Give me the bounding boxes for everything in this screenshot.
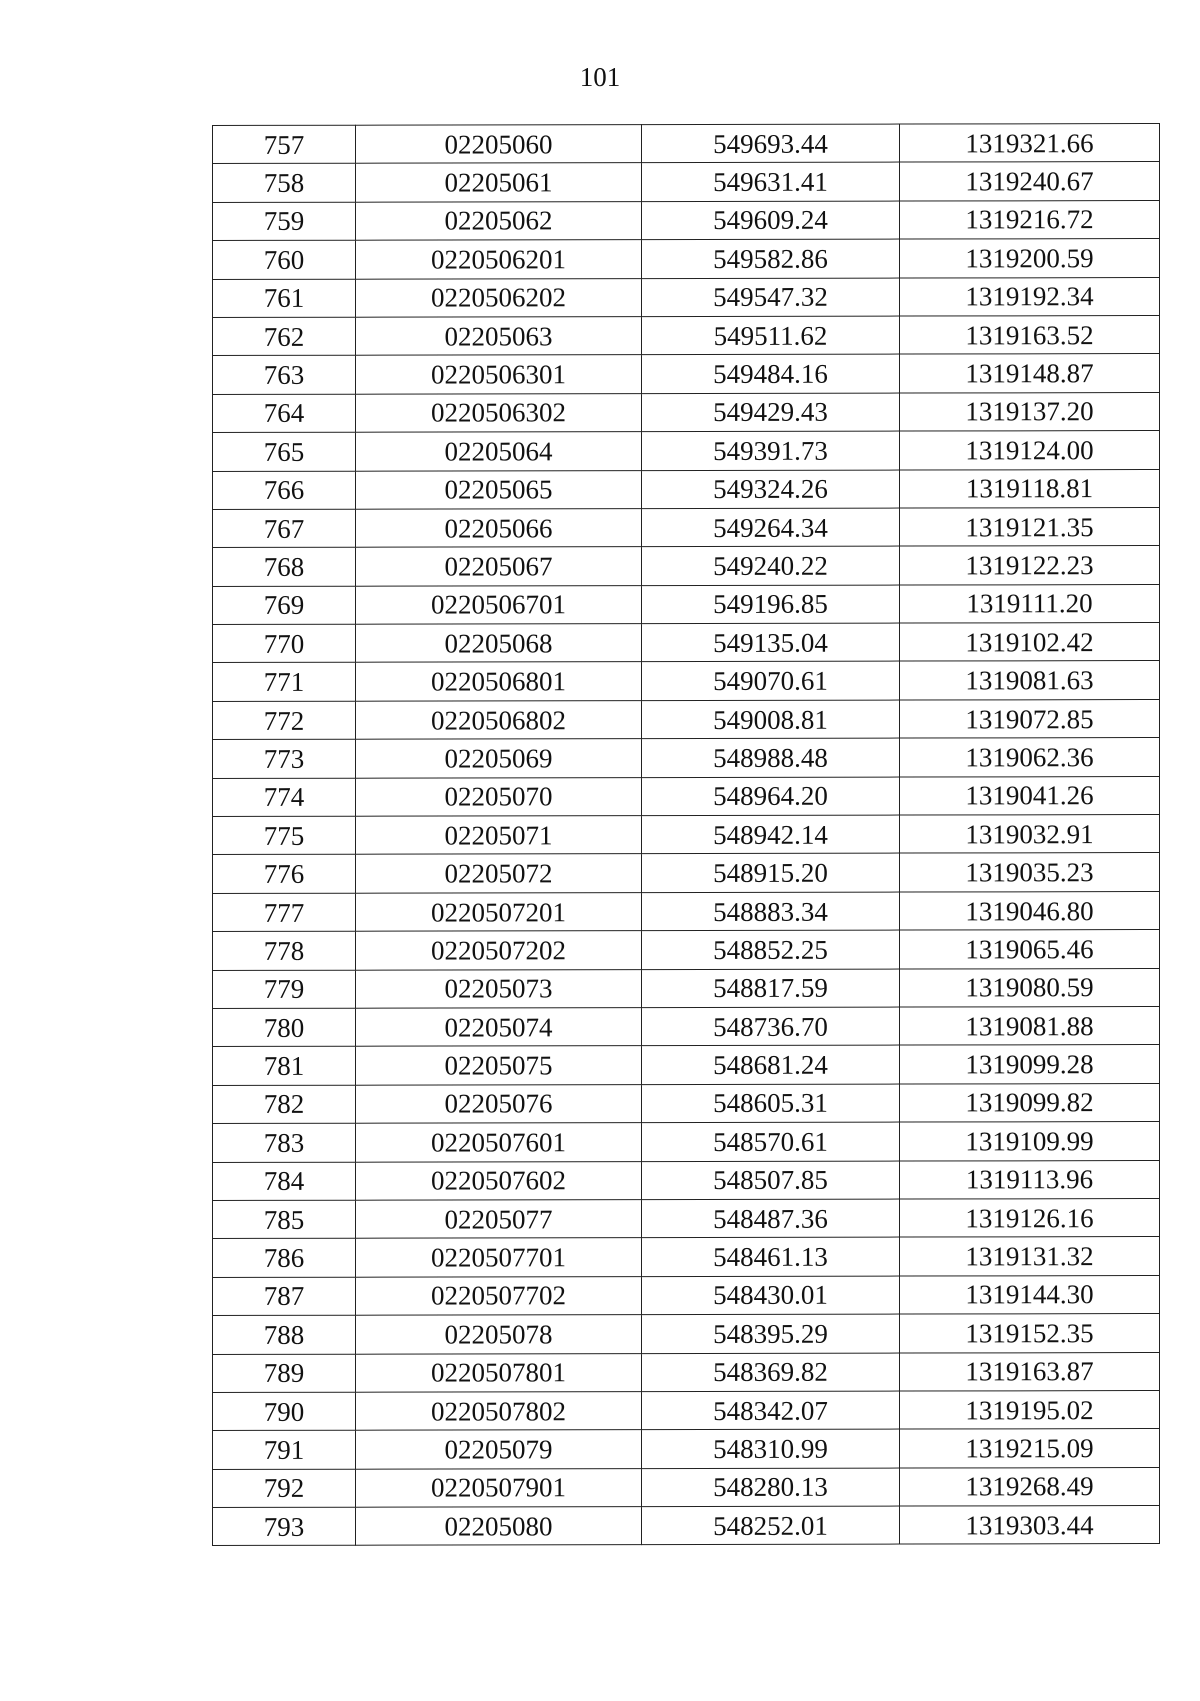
x-coordinate-cell: 549511.62: [642, 316, 900, 355]
table-row: [213, 1429, 1160, 1469]
table-row: [213, 392, 1160, 432]
row-number-cell: 757: [213, 125, 356, 164]
point-id-cell: 02205063: [356, 317, 642, 356]
point-id-cell: 02205078: [356, 1315, 642, 1354]
table-row: [213, 699, 1160, 739]
point-id-cell: 0220506801: [356, 662, 642, 701]
table-row: [213, 277, 1160, 317]
table-row: [213, 623, 1160, 663]
point-id-cell: 0220506701: [356, 585, 642, 624]
y-coordinate-cell: 1319109.99: [900, 1122, 1160, 1161]
point-id-cell: 0220506301: [356, 355, 642, 394]
point-id-cell: 02205070: [356, 777, 642, 816]
row-number-cell: 766: [213, 471, 356, 510]
row-number-cell: 763: [213, 356, 356, 395]
row-number-cell: 775: [213, 816, 356, 855]
x-coordinate-cell: 548461.13: [642, 1237, 900, 1276]
row-number-cell: 758: [213, 164, 356, 203]
point-id-cell: 0220506302: [356, 393, 642, 432]
x-coordinate-cell: 548369.82: [642, 1353, 900, 1392]
table-row: [213, 431, 1160, 471]
table-row: [213, 968, 1160, 1008]
y-coordinate-cell: 1319124.00: [900, 431, 1160, 470]
table-row: [213, 124, 1160, 164]
table-row: [213, 200, 1160, 240]
y-coordinate-cell: 1319102.42: [900, 623, 1160, 662]
x-coordinate-cell: 549429.43: [642, 393, 900, 432]
table-row: [213, 853, 1160, 893]
y-coordinate-cell: 1319062.36: [900, 738, 1160, 777]
table-row: [213, 891, 1160, 931]
row-number-cell: 783: [213, 1123, 356, 1162]
row-number-cell: 768: [213, 547, 356, 586]
row-number-cell: 761: [213, 279, 356, 318]
x-coordinate-cell: 548342.07: [642, 1391, 900, 1430]
point-id-cell: 02205060: [356, 125, 642, 164]
table-row: [213, 162, 1160, 202]
y-coordinate-cell: 1319163.52: [900, 315, 1160, 354]
coordinates-table-body: [213, 124, 1160, 1546]
y-coordinate-cell: 1319099.28: [900, 1045, 1160, 1084]
x-coordinate-cell: 548988.48: [642, 738, 900, 777]
row-number-cell: 764: [213, 394, 356, 433]
table-row: [213, 507, 1160, 547]
x-coordinate-cell: 549008.81: [642, 700, 900, 739]
x-coordinate-cell: 548852.25: [642, 930, 900, 969]
x-coordinate-cell: 548507.85: [642, 1161, 900, 1200]
row-number-cell: 771: [213, 663, 356, 702]
y-coordinate-cell: 1319268.49: [900, 1467, 1160, 1506]
y-coordinate-cell: 1319215.09: [900, 1429, 1160, 1468]
point-id-cell: 02205080: [356, 1507, 642, 1546]
y-coordinate-cell: 1319121.35: [900, 507, 1160, 546]
row-number-cell: 765: [213, 432, 356, 471]
table-row: [213, 1275, 1160, 1315]
row-number-cell: 792: [213, 1469, 356, 1508]
row-number-cell: 773: [213, 739, 356, 778]
table-row: [213, 1006, 1160, 1046]
y-coordinate-cell: 1319035.23: [900, 853, 1160, 892]
table-row: [213, 469, 1160, 509]
table-row: [213, 1122, 1160, 1162]
y-coordinate-cell: 1319118.81: [900, 469, 1160, 508]
table-row: [213, 1314, 1160, 1354]
y-coordinate-cell: 1319148.87: [900, 354, 1160, 393]
row-number-cell: 781: [213, 1047, 356, 1086]
row-number-cell: 778: [213, 931, 356, 970]
x-coordinate-cell: 548280.13: [642, 1468, 900, 1507]
table-row: [213, 1467, 1160, 1507]
table-row: [213, 1045, 1160, 1085]
x-coordinate-cell: 548817.59: [642, 969, 900, 1008]
x-coordinate-cell: 548681.24: [642, 1045, 900, 1084]
x-coordinate-cell: 549240.22: [642, 546, 900, 585]
y-coordinate-cell: 1319131.32: [900, 1237, 1160, 1276]
point-id-cell: 02205065: [356, 470, 642, 509]
point-id-cell: 0220507701: [356, 1238, 642, 1277]
row-number-cell: 788: [213, 1315, 356, 1354]
row-number-cell: 769: [213, 586, 356, 625]
y-coordinate-cell: 1319216.72: [900, 200, 1160, 239]
point-id-cell: 02205074: [356, 1008, 642, 1047]
row-number-cell: 784: [213, 1162, 356, 1201]
row-number-cell: 767: [213, 509, 356, 548]
point-id-cell: 0220507202: [356, 931, 642, 970]
table-row: [213, 1160, 1160, 1200]
table-row: [213, 239, 1160, 279]
x-coordinate-cell: 548487.36: [642, 1199, 900, 1238]
y-coordinate-cell: 1319240.67: [900, 162, 1160, 201]
row-number-cell: 770: [213, 624, 356, 663]
x-coordinate-cell: 549693.44: [642, 124, 900, 163]
table-row: [213, 584, 1160, 624]
y-coordinate-cell: 1319046.80: [900, 891, 1160, 930]
table-row: [213, 354, 1160, 394]
row-number-cell: 793: [213, 1507, 356, 1546]
y-coordinate-cell: 1319065.46: [900, 930, 1160, 969]
point-id-cell: 02205064: [356, 432, 642, 471]
table-row: [213, 1390, 1160, 1430]
x-coordinate-cell: 549547.32: [642, 278, 900, 317]
x-coordinate-cell: 549324.26: [642, 470, 900, 509]
row-number-cell: 772: [213, 701, 356, 740]
x-coordinate-cell: 549391.73: [642, 431, 900, 470]
y-coordinate-cell: 1319081.63: [900, 661, 1160, 700]
table-row: [213, 776, 1160, 816]
point-id-cell: 0220507901: [356, 1468, 642, 1507]
point-id-cell: 02205061: [356, 163, 642, 202]
y-coordinate-cell: 1319303.44: [900, 1506, 1160, 1545]
row-number-cell: 791: [213, 1430, 356, 1469]
x-coordinate-cell: 548605.31: [642, 1084, 900, 1123]
y-coordinate-cell: 1319137.20: [900, 392, 1160, 431]
point-id-cell: 0220506202: [356, 278, 642, 317]
coordinates-table: [212, 123, 1160, 1546]
point-id-cell: 02205067: [356, 547, 642, 586]
table-row: [213, 315, 1160, 355]
point-id-cell: 0220507802: [356, 1391, 642, 1430]
table-row: [213, 815, 1160, 855]
x-coordinate-cell: 548883.34: [642, 892, 900, 931]
y-coordinate-cell: 1319122.23: [900, 546, 1160, 585]
x-coordinate-cell: 548395.29: [642, 1314, 900, 1353]
table-row: [213, 738, 1160, 778]
table-row: [213, 1506, 1160, 1546]
y-coordinate-cell: 1319099.82: [900, 1083, 1160, 1122]
x-coordinate-cell: 549070.61: [642, 662, 900, 701]
y-coordinate-cell: 1319200.59: [900, 239, 1160, 278]
table-row: [213, 1083, 1160, 1123]
point-id-cell: 02205077: [356, 1200, 642, 1239]
y-coordinate-cell: 1319072.85: [900, 699, 1160, 738]
y-coordinate-cell: 1319081.88: [900, 1006, 1160, 1045]
table-row: [213, 930, 1160, 970]
y-coordinate-cell: 1319195.02: [900, 1390, 1160, 1429]
point-id-cell: 0220507702: [356, 1276, 642, 1315]
x-coordinate-cell: 548430.01: [642, 1276, 900, 1315]
x-coordinate-cell: 548252.01: [642, 1506, 900, 1545]
point-id-cell: 0220506802: [356, 700, 642, 739]
x-coordinate-cell: 549135.04: [642, 623, 900, 662]
row-number-cell: 774: [213, 778, 356, 817]
y-coordinate-cell: 1319152.35: [900, 1314, 1160, 1353]
point-id-cell: 02205072: [356, 854, 642, 893]
row-number-cell: 760: [213, 240, 356, 279]
point-id-cell: 0220507602: [356, 1161, 642, 1200]
point-id-cell: 02205066: [356, 509, 642, 548]
point-id-cell: 02205073: [356, 969, 642, 1008]
row-number-cell: 782: [213, 1085, 356, 1124]
y-coordinate-cell: 1319080.59: [900, 968, 1160, 1007]
x-coordinate-cell: 548964.20: [642, 777, 900, 816]
table-row: [213, 1198, 1160, 1238]
point-id-cell: 0220507201: [356, 892, 642, 931]
row-number-cell: 789: [213, 1354, 356, 1393]
y-coordinate-cell: 1319163.87: [900, 1352, 1160, 1391]
point-id-cell: 02205068: [356, 624, 642, 663]
row-number-cell: 776: [213, 855, 356, 894]
point-id-cell: 02205069: [356, 739, 642, 778]
y-coordinate-cell: 1319144.30: [900, 1275, 1160, 1314]
y-coordinate-cell: 1319192.34: [900, 277, 1160, 316]
point-id-cell: 0220506201: [356, 240, 642, 279]
row-number-cell: 787: [213, 1277, 356, 1316]
x-coordinate-cell: 549609.24: [642, 201, 900, 240]
x-coordinate-cell: 548915.20: [642, 853, 900, 892]
y-coordinate-cell: 1319126.16: [900, 1198, 1160, 1237]
x-coordinate-cell: 548736.70: [642, 1007, 900, 1046]
point-id-cell: 02205076: [356, 1084, 642, 1123]
x-coordinate-cell: 549264.34: [642, 508, 900, 547]
row-number-cell: 785: [213, 1200, 356, 1239]
y-coordinate-cell: 1319041.26: [900, 776, 1160, 815]
y-coordinate-cell: 1319321.66: [900, 124, 1160, 163]
point-id-cell: 02205062: [356, 201, 642, 240]
x-coordinate-cell: 548570.61: [642, 1122, 900, 1161]
x-coordinate-cell: 549196.85: [642, 585, 900, 624]
x-coordinate-cell: 549582.86: [642, 239, 900, 278]
y-coordinate-cell: 1319032.91: [900, 815, 1160, 854]
table-row: [213, 1237, 1160, 1277]
x-coordinate-cell: 548310.99: [642, 1429, 900, 1468]
x-coordinate-cell: 549631.41: [642, 162, 900, 201]
y-coordinate-cell: 1319113.96: [900, 1160, 1160, 1199]
table-row: [213, 1352, 1160, 1392]
row-number-cell: 777: [213, 893, 356, 932]
row-number-cell: 762: [213, 317, 356, 356]
x-coordinate-cell: 549484.16: [642, 354, 900, 393]
y-coordinate-cell: 1319111.20: [900, 584, 1160, 623]
row-number-cell: 779: [213, 970, 356, 1009]
table-row: [213, 546, 1160, 586]
point-id-cell: 02205071: [356, 816, 642, 855]
point-id-cell: 02205075: [356, 1046, 642, 1085]
x-coordinate-cell: 548942.14: [642, 815, 900, 854]
page-number: 101: [579, 62, 621, 92]
row-number-cell: 786: [213, 1239, 356, 1278]
table-row: [213, 661, 1160, 701]
row-number-cell: 780: [213, 1008, 356, 1047]
row-number-cell: 790: [213, 1392, 356, 1431]
point-id-cell: 02205079: [356, 1430, 642, 1469]
point-id-cell: 0220507601: [356, 1123, 642, 1162]
row-number-cell: 759: [213, 202, 356, 241]
point-id-cell: 0220507801: [356, 1353, 642, 1392]
